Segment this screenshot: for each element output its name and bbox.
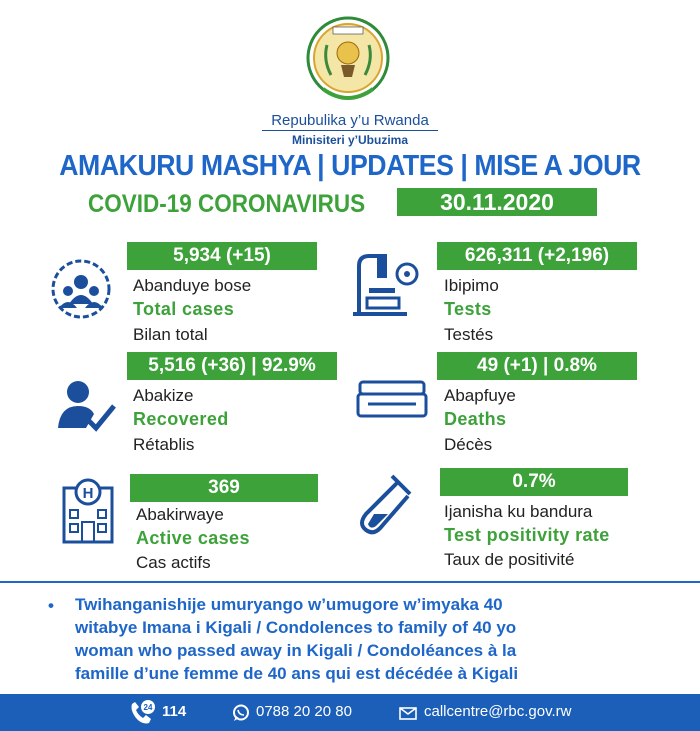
tests-rw: Ibipimo [444, 276, 499, 295]
recovered-fr: Rétablis [133, 435, 195, 454]
page-title: AMAKURU MASHYA | UPDATES | MISE A JOUR [59, 150, 641, 182]
recovered-person-icon [56, 378, 118, 434]
tests-value: 626,311 (+2,196) [437, 242, 637, 270]
test-tube-icon [352, 470, 418, 536]
recovered-en: Recovered [133, 409, 229, 429]
republic-name: Repubulika y’u Rwanda [271, 112, 429, 129]
note-line: famille d’une femme de 40 ans qui est décédée à Kigali [75, 664, 519, 683]
email-icon [399, 707, 417, 720]
people-group-icon [50, 258, 112, 320]
email-address[interactable]: callcentre@rbc.gov.rw [424, 703, 572, 720]
note-line: witabye Imana i Kigali / Condolences to family of 40 yo [75, 618, 517, 637]
hospital-icon [60, 474, 116, 544]
positivity-en: Test positivity rate [444, 525, 610, 545]
deaths-value: 49 (+1) | 0.8% [437, 352, 637, 380]
whatsapp-number[interactable]: 0788 20 20 80 [256, 703, 352, 720]
recovered-value: 5,516 (+36) | 92.9% [127, 352, 337, 380]
header-divider [262, 130, 438, 131]
note-line: woman who passed away in Kigali / Condoléances à la [75, 641, 517, 660]
coffin-icon [356, 380, 428, 420]
hotline-badge: 24 [143, 703, 153, 712]
tests-fr: Testés [444, 325, 494, 344]
positivity-value: 0.7% [440, 468, 628, 496]
total-cases-value: 5,934 (+15) [127, 242, 317, 270]
total-cases-rw: Abanduye bose [133, 276, 252, 295]
hotline-number[interactable]: 114 [162, 703, 187, 720]
total-cases-fr: Bilan total [133, 325, 208, 344]
positivity-fr: Taux de positivité [444, 550, 575, 569]
ministry-name: Minisiteri y’Ubuzima [291, 133, 409, 147]
note-bullet: • [48, 596, 54, 615]
whatsapp-icon [232, 704, 250, 722]
positivity-rw: Ijanisha ku bandura [444, 502, 593, 521]
recovered-rw: Abakize [133, 386, 194, 405]
deaths-fr: Décès [444, 435, 493, 454]
page-subtitle: COVID-19 CORONAVIRUS [88, 190, 366, 218]
microscope-icon [347, 252, 425, 318]
note-line: Twihanganishije umuryango w’umugore w’imyaka 40 [75, 595, 503, 614]
deaths-en: Deaths [444, 409, 507, 429]
active-cases-rw: Abakirwaye [136, 505, 224, 524]
active-cases-fr: Cas actifs [136, 553, 211, 572]
rwanda-emblem [305, 15, 391, 107]
active-cases-en: Active cases [136, 528, 250, 548]
section-divider [0, 581, 700, 583]
date-badge: 30.11.2020 [397, 188, 597, 216]
condolence-note [75, 593, 635, 685]
active-cases-value: 369 [130, 474, 318, 502]
total-cases-en: Total cases [133, 299, 235, 319]
svg-text:H: H [82, 485, 94, 502]
phone-24-icon [128, 700, 156, 726]
tests-en: Tests [444, 299, 492, 319]
deaths-rw: Abapfuye [444, 386, 516, 405]
